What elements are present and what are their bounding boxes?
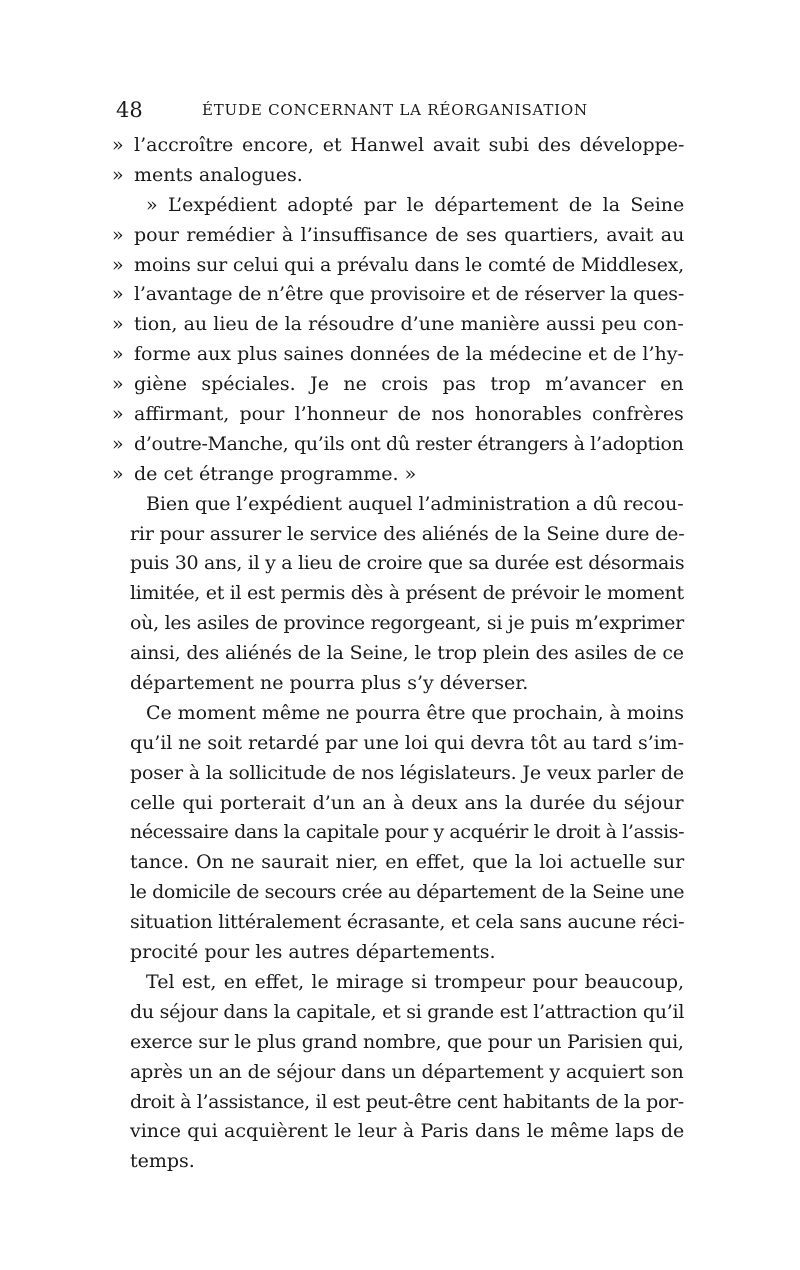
text-line: [112, 221, 684, 251]
line-text: ments analogues.: [134, 163, 303, 186]
quote-mark: »: [112, 373, 124, 396]
line-text: Ce moment même ne pourra être que prochain, à moins: [146, 701, 684, 724]
quote-mark: »: [112, 403, 124, 426]
text-line: [112, 968, 684, 998]
line-text: le domicile de secours crée au département de la Seine une: [130, 881, 685, 904]
quote-mark: »: [112, 134, 124, 156]
quote-mark: »: [112, 432, 124, 455]
text-line: [112, 729, 684, 759]
running-head-title: ÉTUDE CONCERNANT LA RÉORGANISATION: [202, 101, 588, 119]
text-line: [112, 549, 684, 579]
line-text: puis 30 ans, il y a lieu de croire que sa durée est désormais: [130, 552, 685, 575]
line-text: du séjour dans la capitale, et si grande est l’attraction qu’il: [130, 1000, 685, 1023]
text-line: [112, 340, 684, 370]
line-text: où, les asiles de province regorgeant, si je puis m’exprimer: [130, 612, 684, 635]
line-text: rir pour assurer le service des aliénés de la Seine dure de-: [130, 522, 685, 545]
quote-mark: »: [112, 223, 124, 246]
text-line: [112, 699, 684, 729]
text-line: [112, 430, 684, 460]
running-head: [116, 97, 680, 123]
quote-mark: »: [112, 343, 124, 366]
quote-mark: »: [112, 462, 124, 485]
line-text: poser à la sollicitude de nos législateurs. Je veux parler de: [130, 761, 684, 784]
text-line: [112, 131, 684, 161]
body-text: [112, 131, 684, 1177]
line-text: procité pour les autres départements.: [130, 941, 496, 964]
line-text: vince qui acquièrent le leur à Paris dans le même laps de: [130, 1120, 685, 1143]
line-text: Tel est, en effet, le mirage si trompeur pour beaucoup,: [146, 970, 685, 993]
text-line: [112, 878, 684, 908]
text-line: [112, 191, 684, 221]
line-text: tion, au lieu de la résoudre d’une manière aussi peu con-: [134, 313, 684, 336]
text-line: [112, 848, 684, 878]
line-text: département ne pourra plus s’y déverser.: [130, 672, 529, 695]
text-line: [112, 310, 684, 340]
line-text: tance. On ne saurait nier, en effet, que la loi actuelle sur: [130, 851, 685, 874]
line-text: Bien que l’expédient auquel l’administration a dû recou-: [146, 492, 684, 515]
line-text: droit à l’assistance, il est peut-être cent habitants de la por-: [130, 1090, 684, 1113]
text-line: [112, 490, 684, 520]
line-text: l’accroître encore, et Hanwel avait subi des développe-: [134, 134, 685, 156]
text-line: [112, 818, 684, 848]
line-text: nécessaire dans la capitale pour y acquérir le droit à l’assis-: [130, 821, 685, 844]
text-line: [112, 370, 684, 400]
line-text: de cet étrange programme. »: [134, 462, 417, 485]
line-text: exerce sur le plus grand nombre, que pour un Parisien qui,: [130, 1030, 684, 1053]
line-text: affirmant, pour l’honneur de nos honorables confrères: [134, 403, 684, 426]
line-text: après un an de séjour dans un département y acquiert son: [130, 1060, 684, 1083]
quote-mark: »: [112, 163, 124, 186]
line-text: l’avantage de n’être que provisoire et de réserver la ques-: [134, 283, 685, 306]
text-line: [112, 609, 684, 639]
quote-mark: »: [112, 253, 124, 276]
line-text: qu’il ne soit retardé par une loi qui devra tôt au tard s’im-: [130, 731, 684, 754]
text-line: [112, 251, 684, 281]
line-text: d’outre-Manche, qu’ils ont dû rester étrangers à l’adoption: [134, 432, 684, 455]
line-text: » L’expédient adopté par le département de la Seine: [146, 193, 685, 216]
text-line: [112, 1147, 684, 1177]
text-line: [112, 460, 684, 490]
line-text: situation littéralement écrasante, et cela sans aucune réci-: [130, 911, 685, 934]
text-line: [112, 669, 684, 699]
quote-mark: »: [112, 283, 124, 306]
text-line: [112, 280, 684, 310]
text-line: [112, 639, 684, 669]
text-line: [112, 1028, 684, 1058]
text-line: [112, 1088, 684, 1118]
text-line: [112, 579, 684, 609]
text-line: [112, 759, 684, 789]
text-line: [112, 908, 684, 938]
line-text: forme aux plus saines données de la médecine et de l’hy-: [134, 343, 684, 366]
line-text: moins sur celui qui a prévalu dans le comté de Middlesex,: [134, 253, 685, 276]
text-line: [112, 520, 684, 550]
text-line: [112, 400, 684, 430]
line-text: celle qui porterait d’un an à deux ans la durée du séjour: [130, 791, 684, 814]
text-line: [112, 938, 684, 968]
line-text: pour remédier à l’insuffisance de ses quartiers, avait au: [134, 223, 685, 246]
text-line: [112, 1117, 684, 1147]
line-text: ainsi, des aliénés de la Seine, le trop plein des asiles de ce: [130, 642, 684, 665]
page-number: 48: [116, 98, 143, 122]
line-text: temps.: [130, 1150, 195, 1173]
text-line: [112, 998, 684, 1028]
text-line: [112, 789, 684, 819]
quote-mark: »: [112, 313, 124, 336]
text-line: [112, 1058, 684, 1088]
text-line: [112, 161, 684, 191]
line-text: giène spéciales. Je ne crois pas trop m’avancer en: [134, 373, 684, 396]
line-text: limitée, et il est permis dès à présent de prévoir le moment: [130, 582, 684, 605]
